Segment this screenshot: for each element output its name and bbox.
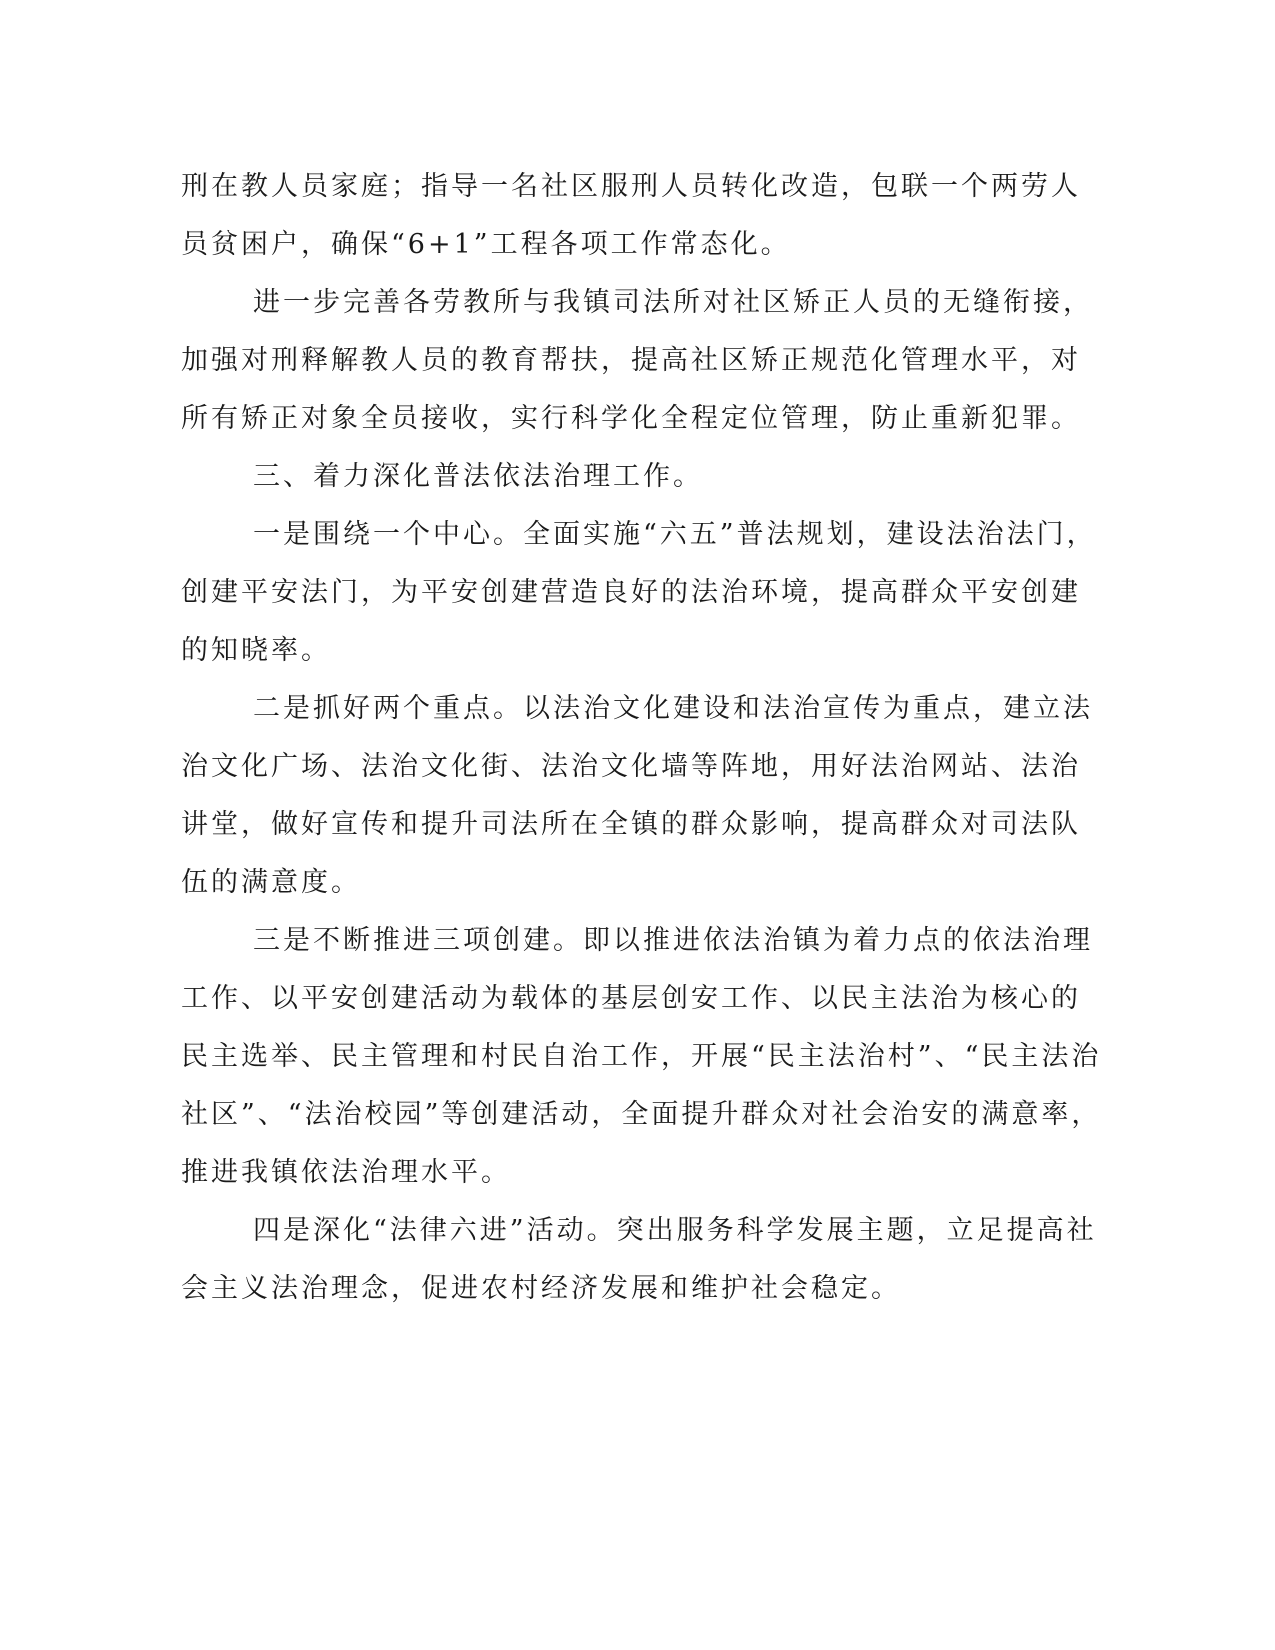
text-line: 民主选举、民主管理和村民自治工作，开展“民主法治村”、“民主法治 <box>181 1041 1102 1072</box>
text-line: 员贫困户，确保“6+1”工程各项工作常态化。 <box>181 229 791 260</box>
text-line: 推进我镇依法治理水平。 <box>181 1157 511 1188</box>
document-body <box>181 158 1102 1318</box>
text-line: 治文化广场、法治文化街、法治文化墙等阵地，用好法治网站、法治 <box>181 751 1081 782</box>
text-line: 的知晓率。 <box>181 635 331 666</box>
text-line: 加强对刑释解教人员的教育帮扶，提高社区矫正规范化管理水平，对 <box>181 345 1081 376</box>
text-line: 三是不断推进三项创建。即以推进依法治镇为着力点的依法治理 <box>253 925 1093 956</box>
text-line: 工作、以平安创建活动为载体的基层创安工作、以民主法治为核心的 <box>181 983 1081 1014</box>
text-line: 刑在教人员家庭；指导一名社区服刑人员转化改造，包联一个两劳人 <box>181 171 1081 202</box>
text-line: 所有矫正对象全员接收，实行科学化全程定位管理，防止重新犯罪。 <box>181 403 1081 434</box>
text-line: 一是围绕一个中心。全面实施“六五”普法规划，建设法治法门， <box>253 519 1097 550</box>
text-line: 二是抓好两个重点。以法治文化建设和法治宣传为重点，建立法 <box>253 693 1093 724</box>
text-line: 社区”、“法治校园”等创建活动，全面提升群众对社会治安的满意率， <box>181 1099 1102 1130</box>
text-line: 进一步完善各劳教所与我镇司法所对社区矫正人员的无缝衔接， <box>253 287 1093 318</box>
text-line: 会主义法治理念，促进农村经济发展和维护社会稳定。 <box>181 1273 901 1304</box>
section-heading: 三、着力深化普法依法治理工作。 <box>253 461 703 492</box>
text-line: 讲堂，做好宣传和提升司法所在全镇的群众影响，提高群众对司法队 <box>181 809 1081 840</box>
text-line: 创建平安法门，为平安创建营造良好的法治环境，提高群众平安创建 <box>181 577 1081 608</box>
text-line: 伍的满意度。 <box>181 867 361 898</box>
text-line: 四是深化“法律六进”活动。突出服务科学发展主题，立足提高社 <box>253 1215 1097 1246</box>
